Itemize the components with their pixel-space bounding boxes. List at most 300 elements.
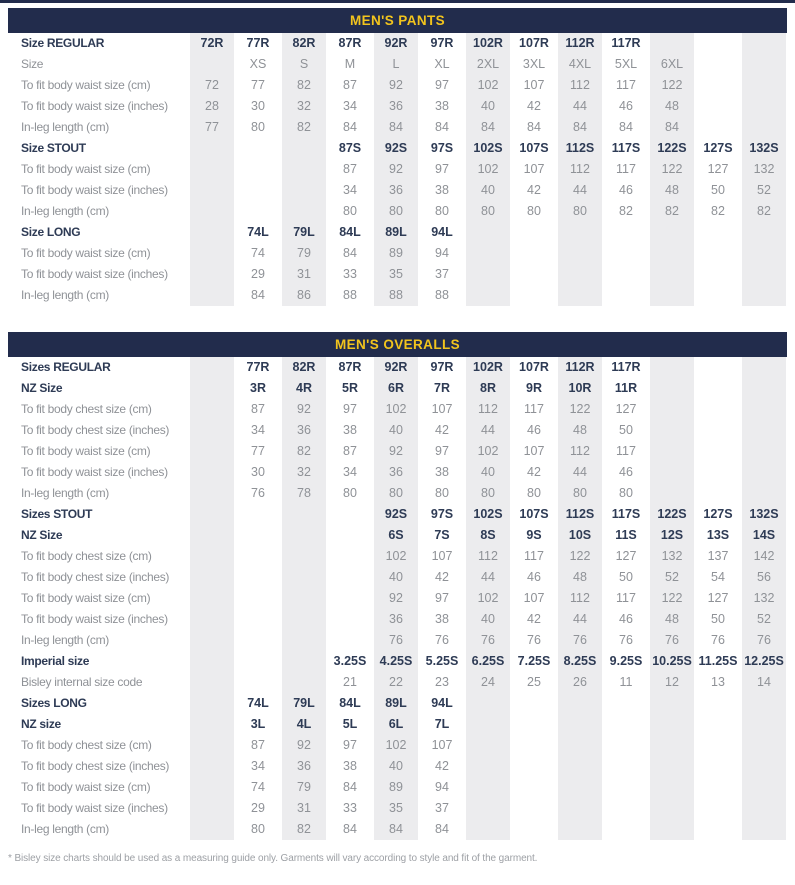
table-cell: 30 bbox=[251, 99, 265, 113]
table-cell: 5R bbox=[342, 381, 358, 395]
table-cell: 12S bbox=[649, 525, 695, 546]
table-cell bbox=[649, 357, 695, 378]
row-label: To fit body chest size (inches) bbox=[21, 570, 170, 584]
table-row bbox=[8, 96, 787, 117]
table-cell: 107R bbox=[519, 36, 549, 50]
row-label: To fit body waist size (cm) bbox=[21, 780, 151, 794]
table-cell: 13S bbox=[706, 528, 730, 542]
mens-pants-rows bbox=[8, 33, 787, 306]
table-row bbox=[8, 819, 787, 840]
table-cell: 107 bbox=[431, 402, 453, 416]
table-cell bbox=[741, 222, 787, 243]
table-cell: 76 bbox=[465, 630, 511, 651]
table-cell: 107 bbox=[523, 444, 545, 458]
table-cell bbox=[741, 756, 787, 777]
table-cell: 107 bbox=[431, 549, 453, 563]
table-cell: XS bbox=[249, 57, 267, 71]
table-cell: 37 bbox=[435, 801, 449, 815]
table-cell: 77 bbox=[251, 78, 265, 92]
table-cell bbox=[235, 630, 281, 651]
table-cell: 11S bbox=[615, 528, 637, 542]
table-cell bbox=[465, 714, 511, 735]
table-cell: 107S bbox=[519, 507, 549, 521]
table-cell: 74 bbox=[251, 780, 265, 794]
table-cell: 4.25S bbox=[373, 651, 419, 672]
table-cell: 107S bbox=[519, 141, 549, 155]
table-cell bbox=[557, 735, 603, 756]
table-cell bbox=[327, 630, 373, 651]
row-label: Sizes LONG bbox=[21, 696, 87, 710]
row-label: To fit body chest size (inches) bbox=[21, 423, 170, 437]
table-cell: 84L bbox=[339, 225, 361, 239]
table-cell bbox=[695, 462, 741, 483]
table-cell: 92S bbox=[373, 138, 419, 159]
table-cell: XL bbox=[434, 57, 450, 71]
table-cell bbox=[189, 714, 235, 735]
table-row bbox=[8, 714, 787, 735]
table-cell: 122 bbox=[557, 399, 603, 420]
table-cell bbox=[695, 777, 741, 798]
table-cell: 87 bbox=[343, 78, 357, 92]
table-cell: 4L bbox=[281, 714, 327, 735]
table-cell: 44 bbox=[557, 180, 603, 201]
row-label: In-leg length (cm) bbox=[21, 633, 109, 647]
table-cell: 42 bbox=[527, 183, 541, 197]
table-cell bbox=[649, 264, 695, 285]
table-cell: 117 bbox=[616, 78, 636, 92]
table-cell bbox=[465, 819, 511, 840]
table-cell: 38 bbox=[343, 423, 357, 437]
table-cell: 84 bbox=[435, 120, 449, 134]
table-cell bbox=[189, 54, 235, 75]
table-cell bbox=[649, 693, 695, 714]
table-cell: 48 bbox=[649, 96, 695, 117]
table-cell: 92 bbox=[373, 441, 419, 462]
table-cell: 122S bbox=[649, 504, 695, 525]
table-cell bbox=[189, 180, 235, 201]
table-cell: 102R bbox=[465, 357, 511, 378]
table-cell: 117 bbox=[524, 402, 544, 416]
table-cell: 5L bbox=[342, 717, 358, 731]
table-cell: 78 bbox=[281, 483, 327, 504]
table-cell: 80 bbox=[527, 486, 541, 500]
table-cell: 74 bbox=[251, 246, 265, 260]
table-row bbox=[8, 441, 787, 462]
table-cell: 122S bbox=[649, 138, 695, 159]
table-cell: 32 bbox=[281, 96, 327, 117]
mens-overalls-rows bbox=[8, 357, 787, 840]
table-row bbox=[8, 222, 787, 243]
table-cell bbox=[603, 243, 649, 264]
table-cell bbox=[741, 441, 787, 462]
table-cell bbox=[695, 117, 741, 138]
table-cell bbox=[603, 714, 649, 735]
table-cell: 54 bbox=[711, 570, 725, 584]
table-cell: 102 bbox=[465, 159, 511, 180]
table-cell: 80 bbox=[435, 204, 449, 218]
table-cell: 102S bbox=[465, 138, 511, 159]
table-cell: 8R bbox=[465, 378, 511, 399]
table-cell: 102 bbox=[465, 75, 511, 96]
table-cell bbox=[189, 357, 235, 378]
table-cell: 46 bbox=[527, 570, 541, 584]
row-label: To fit body waist size (cm) bbox=[21, 444, 151, 458]
row-label: Sizes REGULAR bbox=[21, 360, 111, 374]
table-cell: 33 bbox=[343, 801, 357, 815]
table-cell: 34 bbox=[343, 465, 357, 479]
table-cell: 52 bbox=[741, 609, 787, 630]
table-cell: 84 bbox=[619, 120, 633, 134]
table-row bbox=[8, 159, 787, 180]
table-cell: 117R bbox=[611, 360, 641, 374]
table-cell bbox=[741, 75, 787, 96]
table-cell bbox=[235, 138, 281, 159]
row-label: To fit body chest size (inches) bbox=[21, 759, 170, 773]
table-cell: 94 bbox=[435, 246, 449, 260]
table-cell: 80 bbox=[343, 486, 357, 500]
table-cell: 76 bbox=[741, 630, 787, 651]
table-cell: 94L bbox=[431, 225, 453, 239]
table-cell: 127S bbox=[703, 507, 733, 521]
table-row bbox=[8, 483, 787, 504]
table-cell: 80 bbox=[619, 486, 633, 500]
table-cell: 80 bbox=[527, 204, 541, 218]
table-cell bbox=[649, 756, 695, 777]
table-cell: 107 bbox=[523, 162, 545, 176]
table-cell: 77R bbox=[246, 36, 270, 50]
table-cell bbox=[695, 54, 741, 75]
table-cell: 34 bbox=[251, 423, 265, 437]
table-cell: 12 bbox=[649, 672, 695, 693]
table-cell bbox=[189, 222, 235, 243]
table-cell: 3.25S bbox=[333, 654, 367, 668]
table-cell bbox=[235, 201, 281, 222]
table-cell: 46 bbox=[619, 183, 633, 197]
table-cell bbox=[281, 159, 327, 180]
table-cell: 122 bbox=[649, 159, 695, 180]
table-cell: 107 bbox=[523, 78, 545, 92]
table-cell bbox=[511, 819, 557, 840]
table-cell: 82R bbox=[281, 357, 327, 378]
table-cell: 3XL bbox=[522, 57, 546, 71]
table-cell: 28 bbox=[189, 96, 235, 117]
table-cell bbox=[695, 756, 741, 777]
table-cell bbox=[235, 525, 281, 546]
table-cell: 50 bbox=[711, 183, 725, 197]
table-cell: 42 bbox=[435, 423, 449, 437]
table-cell bbox=[557, 264, 603, 285]
table-cell: 112 bbox=[557, 588, 603, 609]
table-row bbox=[8, 54, 787, 75]
row-label: In-leg length (cm) bbox=[21, 204, 109, 218]
table-cell bbox=[465, 735, 511, 756]
table-cell bbox=[511, 222, 557, 243]
table-cell bbox=[281, 546, 327, 567]
table-cell bbox=[281, 630, 327, 651]
table-cell: 102 bbox=[465, 441, 511, 462]
row-label: NZ Size bbox=[21, 381, 63, 395]
table-cell: 38 bbox=[435, 99, 449, 113]
table-cell: 112S bbox=[557, 138, 603, 159]
table-cell: 80 bbox=[557, 201, 603, 222]
table-cell: 25 bbox=[527, 675, 541, 689]
table-cell: 26 bbox=[557, 672, 603, 693]
table-cell: 142 bbox=[741, 546, 787, 567]
table-cell bbox=[603, 735, 649, 756]
table-cell bbox=[465, 798, 511, 819]
table-cell: 107 bbox=[431, 738, 453, 752]
table-cell bbox=[649, 420, 695, 441]
table-cell: 92 bbox=[373, 588, 419, 609]
table-cell: 48 bbox=[649, 180, 695, 201]
table-cell: 46 bbox=[619, 612, 633, 626]
table-row bbox=[8, 243, 787, 264]
table-cell bbox=[465, 243, 511, 264]
table-cell: 7.25S bbox=[517, 654, 551, 668]
table-cell: 88 bbox=[373, 285, 419, 306]
table-cell: 117 bbox=[616, 162, 636, 176]
table-cell: 36 bbox=[281, 420, 327, 441]
row-label: Size STOUT bbox=[21, 141, 86, 155]
table-cell bbox=[511, 798, 557, 819]
table-cell bbox=[741, 483, 787, 504]
table-cell: 76 bbox=[711, 633, 725, 647]
table-cell: 84 bbox=[465, 117, 511, 138]
table-cell bbox=[649, 462, 695, 483]
table-cell: 38 bbox=[435, 465, 449, 479]
table-cell bbox=[557, 222, 603, 243]
table-cell bbox=[189, 672, 235, 693]
table-cell bbox=[189, 651, 235, 672]
table-cell: 74L bbox=[247, 225, 269, 239]
table-cell: 97 bbox=[435, 162, 449, 176]
table-cell bbox=[695, 243, 741, 264]
table-cell: 82 bbox=[281, 75, 327, 96]
table-cell bbox=[741, 243, 787, 264]
table-cell: 9R bbox=[526, 381, 542, 395]
table-cell bbox=[741, 54, 787, 75]
row-label: Size REGULAR bbox=[21, 36, 105, 50]
row-label: To fit body waist size (cm) bbox=[21, 78, 151, 92]
table-cell bbox=[189, 441, 235, 462]
table-cell bbox=[741, 735, 787, 756]
table-cell bbox=[695, 441, 741, 462]
table-cell bbox=[695, 714, 741, 735]
table-cell: 97 bbox=[435, 444, 449, 458]
table-cell: M bbox=[344, 57, 356, 71]
table-cell bbox=[465, 777, 511, 798]
row-label: To fit body chest size (cm) bbox=[21, 738, 152, 752]
table-cell: 94L bbox=[431, 696, 453, 710]
table-row bbox=[8, 504, 787, 525]
table-cell: 31 bbox=[281, 264, 327, 285]
table-cell: 42 bbox=[527, 465, 541, 479]
table-cell bbox=[189, 138, 235, 159]
table-cell: 80 bbox=[465, 201, 511, 222]
table-cell: 102 bbox=[373, 735, 419, 756]
table-cell bbox=[189, 462, 235, 483]
table-cell: 84 bbox=[373, 117, 419, 138]
table-cell bbox=[557, 243, 603, 264]
table-cell: 132S bbox=[741, 138, 787, 159]
table-cell bbox=[695, 222, 741, 243]
table-cell: 6R bbox=[373, 378, 419, 399]
table-row bbox=[8, 420, 787, 441]
table-cell: 84 bbox=[373, 819, 419, 840]
table-cell: 79 bbox=[281, 243, 327, 264]
table-cell: 102 bbox=[373, 399, 419, 420]
table-row bbox=[8, 285, 787, 306]
table-cell bbox=[465, 285, 511, 306]
table-cell: 34 bbox=[251, 759, 265, 773]
table-cell: 117S bbox=[611, 141, 641, 155]
table-cell bbox=[695, 735, 741, 756]
table-cell bbox=[695, 378, 741, 399]
table-cell bbox=[327, 546, 373, 567]
table-cell: 77R bbox=[246, 360, 270, 374]
table-cell bbox=[511, 264, 557, 285]
table-cell bbox=[511, 714, 557, 735]
table-cell: 3R bbox=[250, 381, 266, 395]
table-row bbox=[8, 588, 787, 609]
table-row bbox=[8, 693, 787, 714]
table-cell: 92 bbox=[373, 75, 419, 96]
table-cell: 92R bbox=[373, 357, 419, 378]
size-charts-page bbox=[0, 8, 795, 864]
table-row bbox=[8, 525, 787, 546]
table-row bbox=[8, 138, 787, 159]
table-row bbox=[8, 75, 787, 96]
table-cell bbox=[189, 264, 235, 285]
table-cell: 3L bbox=[250, 717, 266, 731]
table-cell: 46 bbox=[619, 99, 633, 113]
table-cell bbox=[695, 399, 741, 420]
table-cell bbox=[235, 180, 281, 201]
table-cell: 87R bbox=[338, 36, 362, 50]
table-cell bbox=[281, 201, 327, 222]
row-label: To fit body waist size (cm) bbox=[21, 162, 151, 176]
table-cell bbox=[511, 243, 557, 264]
table-cell bbox=[465, 222, 511, 243]
table-cell bbox=[741, 33, 787, 54]
table-cell: 38 bbox=[343, 759, 357, 773]
table-cell: 35 bbox=[373, 264, 419, 285]
table-cell bbox=[649, 819, 695, 840]
table-cell: 30 bbox=[251, 465, 265, 479]
table-row bbox=[8, 117, 787, 138]
table-cell: 40 bbox=[465, 180, 511, 201]
table-cell bbox=[695, 693, 741, 714]
table-cell: 21 bbox=[343, 675, 357, 689]
table-cell: 127 bbox=[707, 591, 729, 605]
table-cell: 50 bbox=[711, 612, 725, 626]
table-cell: 92 bbox=[281, 735, 327, 756]
table-cell bbox=[649, 735, 695, 756]
table-cell: 8S bbox=[465, 525, 511, 546]
table-cell: 112 bbox=[557, 441, 603, 462]
table-cell: 74L bbox=[247, 696, 269, 710]
table-cell bbox=[465, 756, 511, 777]
table-cell: 10S bbox=[557, 525, 603, 546]
table-cell: 29 bbox=[251, 267, 265, 281]
table-cell bbox=[649, 483, 695, 504]
table-cell bbox=[695, 357, 741, 378]
table-cell: 5.25S bbox=[425, 654, 459, 668]
row-label: In-leg length (cm) bbox=[21, 822, 109, 836]
table-cell: 42 bbox=[435, 570, 449, 584]
table-cell bbox=[235, 567, 281, 588]
table-cell: 76 bbox=[649, 630, 695, 651]
table-cell: 82 bbox=[649, 201, 695, 222]
table-cell bbox=[189, 735, 235, 756]
table-cell: 52 bbox=[741, 180, 787, 201]
table-cell: 7L bbox=[434, 717, 450, 731]
table-cell: 4R bbox=[281, 378, 327, 399]
table-cell: 31 bbox=[281, 798, 327, 819]
table-cell bbox=[649, 777, 695, 798]
table-cell: 82R bbox=[281, 33, 327, 54]
table-cell: 80 bbox=[251, 120, 265, 134]
table-cell: 107R bbox=[519, 360, 549, 374]
table-cell bbox=[281, 504, 327, 525]
table-row bbox=[8, 33, 787, 54]
table-cell bbox=[189, 243, 235, 264]
table-cell bbox=[327, 525, 373, 546]
table-cell: 10.25S bbox=[649, 651, 695, 672]
table-cell: 12.25S bbox=[741, 651, 787, 672]
table-cell: 84 bbox=[251, 288, 265, 302]
row-label: To fit body waist size (inches) bbox=[21, 99, 168, 113]
table-cell: 82 bbox=[741, 201, 787, 222]
mens-pants-table bbox=[8, 8, 787, 306]
table-cell bbox=[741, 399, 787, 420]
table-cell: 76 bbox=[557, 630, 603, 651]
table-cell: 7S bbox=[434, 528, 450, 542]
table-cell bbox=[695, 96, 741, 117]
table-cell: 72R bbox=[189, 33, 235, 54]
table-cell: 89 bbox=[373, 243, 419, 264]
table-cell: 87R bbox=[338, 360, 362, 374]
table-cell: 87S bbox=[338, 141, 362, 155]
table-cell: 87 bbox=[343, 162, 357, 176]
table-cell: 42 bbox=[527, 99, 541, 113]
table-cell: 82 bbox=[281, 441, 327, 462]
table-cell bbox=[557, 756, 603, 777]
table-cell bbox=[235, 546, 281, 567]
table-cell bbox=[189, 693, 235, 714]
table-cell: 11.25S bbox=[698, 654, 738, 668]
table-cell: 44 bbox=[557, 462, 603, 483]
mens-overalls-title: MEN'S OVERALLS bbox=[8, 332, 787, 357]
table-cell bbox=[649, 441, 695, 462]
row-label: To fit body waist size (inches) bbox=[21, 465, 168, 479]
table-row bbox=[8, 462, 787, 483]
table-cell: 127 bbox=[615, 402, 637, 416]
table-cell: 80 bbox=[465, 483, 511, 504]
table-cell bbox=[511, 756, 557, 777]
table-cell bbox=[741, 117, 787, 138]
row-label: Sizes STOUT bbox=[21, 507, 93, 521]
footnote: * Bisley size charts should be used as a measuring guide only. Garments will vary according to style and fit of the garment. bbox=[8, 853, 538, 864]
table-row bbox=[8, 567, 787, 588]
table-cell: 84 bbox=[343, 822, 357, 836]
table-cell: 6S bbox=[373, 525, 419, 546]
table-cell bbox=[649, 33, 695, 54]
table-cell: 84 bbox=[343, 120, 357, 134]
table-cell: 44 bbox=[465, 420, 511, 441]
table-cell: 82 bbox=[281, 819, 327, 840]
table-cell: 79L bbox=[281, 222, 327, 243]
